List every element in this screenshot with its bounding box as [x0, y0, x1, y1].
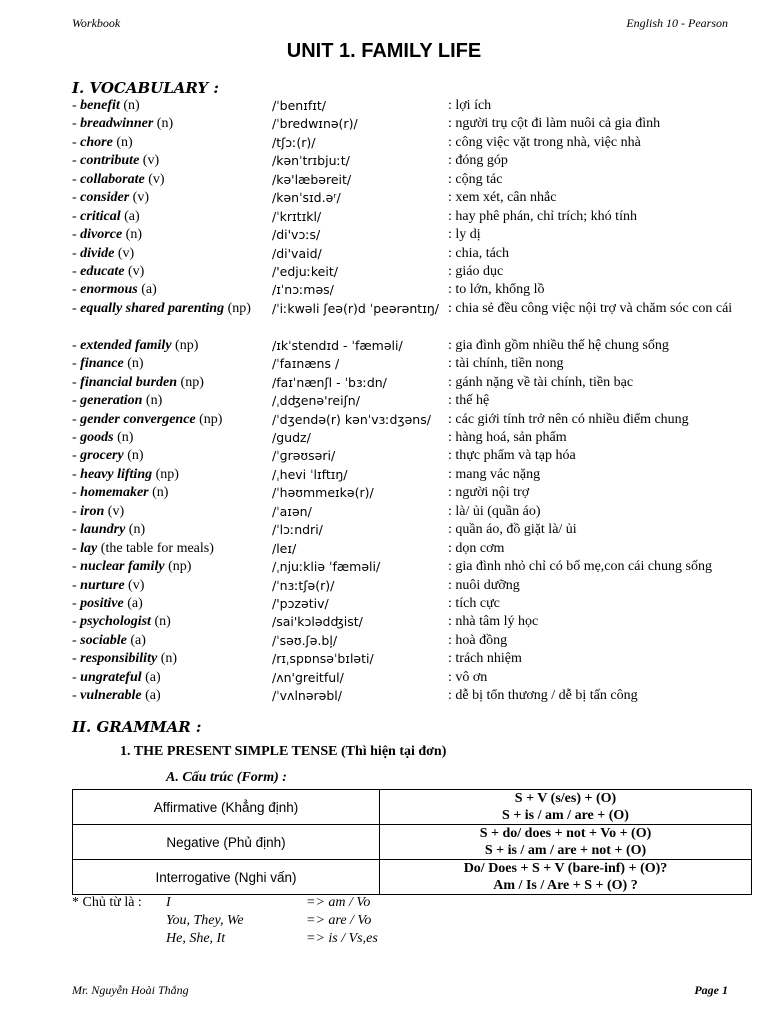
vocab-meaning: : ly dị — [448, 227, 481, 243]
grammar-subheading: 1. THE PRESENT SIMPLE TENSE (Thì hiện tại đơn) — [120, 744, 447, 759]
vocab-meaning: : các giới tính trở nên có nhiều điểm chung — [448, 411, 689, 427]
vocab-row — [72, 189, 752, 207]
vocab-row — [72, 558, 752, 576]
vocab-row — [72, 263, 752, 281]
vocab-ipa: /di'vaid/ — [272, 245, 322, 261]
vocab-term: - benefit (n) — [72, 98, 140, 113]
vocab-meaning: : người nội trợ — [448, 485, 530, 501]
vocab-row — [72, 171, 752, 189]
vocab-term: - homemaker (n) — [72, 485, 169, 501]
table-row — [73, 825, 752, 860]
vocab-row — [72, 245, 752, 263]
vocab-meaning: : gia đình gồm nhiều thế hệ chung sống — [448, 337, 669, 353]
list-item — [72, 894, 378, 912]
vocab-meaning: : hay phê phán, chỉ trích; khó tính — [448, 208, 637, 224]
vocab-row — [72, 281, 752, 299]
vocab-meaning: : to lớn, khổng lồ — [448, 282, 545, 298]
vocab-ipa: /ˈfaɪnæns / — [272, 356, 340, 372]
vocabulary-heading: I. VOCABULARY : — [72, 79, 219, 97]
vocab-row — [72, 337, 752, 355]
vocab-meaning: : xem xét, cân nhắc — [448, 190, 557, 206]
form-formula: Do/ Does + S + V (bare-inf) + (O)? Am / Is / Are + S + (O) ? — [380, 860, 752, 895]
vocab-row — [72, 208, 752, 226]
vocab-row — [72, 392, 752, 410]
vocab-ipa: /ˌnjuːkliə ˈfæməli/ — [272, 559, 381, 575]
vocab-ipa: /ˈiːkwəli ʃeə(r)d ˈpeərəntɪŋ/ — [272, 300, 439, 316]
vocab-ipa: /di'vɔːs/ — [272, 227, 321, 243]
vocab-row — [72, 577, 752, 595]
form-formula: S + do/ does + not + Vo + (O) S + is / am / are + not + (O) — [380, 825, 752, 860]
vocab-ipa: /ɪˈnɔːməs/ — [272, 282, 334, 298]
vocabulary-list — [72, 97, 752, 706]
vocab-ipa: /'pɔzətiv/ — [272, 595, 329, 611]
vocab-term: - lay (the table for meals) — [72, 540, 214, 556]
vocab-term: - laundry (n) — [72, 522, 146, 538]
vocab-term: - divide (v) — [72, 245, 135, 261]
vocab-term: - goods (n) — [72, 430, 134, 445]
vocab-meaning: : tài chính, tiền nong — [448, 356, 564, 372]
vocab-ipa: /tʃɔː(r)/ — [272, 134, 316, 150]
grammar-heading: II. GRAMMAR : — [72, 718, 202, 736]
vocab-ipa: /ʌn'greitful/ — [272, 669, 344, 685]
subject-rule: => is / Vs,es — [306, 931, 378, 946]
vocab-meaning: : dọn cơm — [448, 540, 505, 556]
vocab-ipa: /ˌhevi ˈlɪftɪŋ/ — [272, 466, 348, 482]
vocab-ipa: /kə'læbəreit/ — [272, 171, 352, 187]
vocab-meaning: : hoà đồng — [448, 632, 508, 648]
vocab-row — [72, 97, 752, 115]
vocab-term: - psychologist (n) — [72, 614, 171, 630]
vocab-ipa: /ˈsəʊ.ʃə.bļ/ — [272, 632, 338, 648]
table-row — [73, 790, 752, 825]
vocab-ipa: /ˈaɪən/ — [272, 503, 312, 519]
vocab-ipa: /kənˈtrɪbjuːt/ — [272, 153, 350, 169]
vocab-row — [72, 466, 752, 484]
vocab-meaning: : gánh nặng về tài chính, tiền bạc — [448, 374, 634, 390]
vocab-term: - enormous (a) — [72, 282, 157, 298]
vocab-row — [72, 374, 752, 392]
subject: You, They, We — [166, 913, 244, 928]
vocab-term: - sociable (a) — [72, 632, 146, 648]
table-row — [73, 860, 752, 895]
vocab-term: - vulnerable (a) — [72, 688, 161, 704]
vocab-row — [72, 521, 752, 539]
vocab-term: - breadwinner (n) — [72, 116, 174, 132]
vocab-row — [72, 300, 752, 337]
footer-author: Mr. Nguyễn Hoài Thắng — [72, 983, 189, 997]
vocab-row — [72, 669, 752, 687]
vocab-ipa: /kənˈsɪd.əʳ/ — [272, 190, 341, 206]
vocab-term: - nurture (v) — [72, 577, 145, 593]
vocab-term: - iron (v) — [72, 503, 125, 519]
vocab-term: - gender convergence (np) — [72, 411, 223, 427]
vocab-ipa: /ˌdʤenə'reiʃn/ — [272, 393, 360, 409]
vocab-row — [72, 687, 752, 705]
vocab-ipa: /ˈvʌlnərəbl/ — [272, 688, 342, 704]
vocab-ipa: /faɪˈnænʃl - ˈbɜːdn/ — [272, 374, 387, 390]
page-number: Page 1 — [694, 983, 728, 997]
vocab-row — [72, 226, 752, 244]
vocab-ipa: /ˈbenɪfɪt/ — [272, 98, 326, 113]
vocab-meaning: : hàng hoá, sản phẩm — [448, 430, 567, 445]
vocab-meaning: : chia, tách — [448, 245, 510, 261]
vocab-term: - responsibility (n) — [72, 651, 178, 667]
vocab-ipa: /sai'kɔlədʤist/ — [272, 614, 363, 630]
vocab-term: - extended family (np) — [72, 337, 199, 353]
vocab-meaning: : vô ơn — [448, 669, 488, 685]
vocab-ipa: /ɪkˈstendɪd - ˈfæməli/ — [272, 337, 403, 353]
vocab-term: - financial burden (np) — [72, 374, 204, 390]
header-right: English 10 - Pearson — [626, 16, 728, 30]
vocab-ipa: /ˈɡrəʊsəri/ — [272, 448, 336, 464]
subject: I — [166, 895, 171, 910]
vocab-row — [72, 595, 752, 613]
vocab-row — [72, 484, 752, 502]
vocab-term: - positive (a) — [72, 595, 143, 611]
vocab-row — [72, 411, 752, 429]
vocab-ipa: /'edjuːkeit/ — [272, 263, 338, 279]
vocab-meaning: : nuôi dưỡng — [448, 577, 520, 593]
vocab-ipa: /ˈkrɪtɪkl/ — [272, 208, 322, 224]
vocab-meaning: : mang vác nặng — [448, 466, 541, 482]
vocab-meaning: : quần áo, đồ giặt là/ ủi — [448, 522, 577, 538]
vocab-term: - critical (a) — [72, 208, 140, 224]
form-label: Negative (Phủ định) — [73, 825, 380, 860]
vocab-row — [72, 134, 752, 152]
vocab-meaning: : là/ ủi (quần áo) — [448, 503, 541, 519]
vocab-row — [72, 429, 752, 447]
vocab-term: - generation (n) — [72, 393, 163, 409]
vocab-term: - collaborate (v) — [72, 171, 165, 187]
vocab-row — [72, 115, 752, 133]
vocab-term: - contribute (v) — [72, 153, 160, 169]
vocab-meaning: : nhà tâm lý học — [448, 614, 539, 630]
form-label: Interrogative (Nghi vấn) — [73, 860, 380, 895]
vocab-row — [72, 650, 752, 668]
vocab-meaning: : lợi ích — [448, 98, 492, 113]
vocab-meaning: : đóng góp — [448, 153, 508, 169]
subject-rule: => are / Vo — [306, 913, 372, 928]
list-item — [72, 930, 378, 948]
vocab-meaning: : chia sẻ đều công việc nội trợ và chăm sóc con cái — [448, 300, 733, 316]
vocab-term: - educate (v) — [72, 263, 145, 279]
list-item — [72, 912, 378, 930]
vocab-row — [72, 503, 752, 521]
vocab-meaning: : người trụ cột đi làm nuôi cả gia đình — [448, 116, 661, 132]
header-left: Workbook — [72, 16, 121, 30]
vocab-meaning: : công việc vặt trong nhà, việc nhà — [448, 134, 641, 150]
vocab-term: - grocery (n) — [72, 448, 144, 464]
vocab-row — [72, 447, 752, 465]
vocab-ipa: /rɪˌspɒnsəˈbɪləti/ — [272, 651, 374, 667]
subject-rules — [72, 894, 378, 948]
subjects-label: * Chủ từ là : — [72, 895, 142, 910]
vocab-meaning: : thực phẩm và tạp hóa — [448, 448, 576, 464]
form-formula: S + V (s/es) + (O) S + is / am / are + (O) — [380, 790, 752, 825]
vocab-ipa: /ˈnɜːtʃə(r)/ — [272, 577, 335, 593]
vocab-ipa: /ˈlɔːndri/ — [272, 522, 323, 538]
vocab-term: - consider (v) — [72, 190, 149, 206]
vocab-row — [72, 152, 752, 170]
vocab-ipa: /ˈbredwɪnə(r)/ — [272, 116, 358, 132]
form-table — [72, 789, 752, 895]
vocab-term: - nuclear family (np) — [72, 559, 192, 575]
page-title: UNIT 1. FAMILY LIFE — [286, 40, 482, 62]
vocab-row — [72, 540, 752, 558]
vocab-meaning: : tích cực — [448, 595, 500, 611]
vocab-meaning: : giáo dục — [448, 263, 504, 279]
vocab-row — [72, 613, 752, 631]
vocab-term: - ungrateful (a) — [72, 669, 161, 685]
vocab-ipa: /ˈdʒendə(r) kənˈvɜːdʒəns/ — [272, 411, 431, 427]
form-subheading: A. Cấu trúc (Form) : — [166, 770, 287, 785]
vocab-ipa: /ˈhəʊmmeɪkə(r)/ — [272, 485, 374, 501]
vocab-term: - divorce (n) — [72, 227, 142, 243]
vocab-meaning: : thế hệ — [448, 393, 490, 409]
subject-rule: => am / Vo — [306, 895, 371, 910]
vocab-term: - equally shared parenting (np) — [72, 300, 251, 316]
subject: He, She, It — [166, 931, 226, 946]
vocab-row — [72, 632, 752, 650]
vocab-meaning: : cộng tác — [448, 171, 503, 187]
form-label: Affirmative (Khẳng định) — [73, 790, 380, 825]
vocab-meaning: : gia đình nhỏ chỉ có bố mẹ,con cái chung sống — [448, 559, 712, 575]
vocab-term: - heavy lifting (np) — [72, 466, 179, 482]
vocab-term: - finance (n) — [72, 356, 144, 372]
vocab-ipa: /gudz/ — [272, 430, 311, 445]
vocab-meaning: : trách nhiệm — [448, 651, 522, 667]
vocab-row — [72, 355, 752, 373]
vocab-term: - chore (n) — [72, 134, 133, 150]
vocab-ipa: /leɪ/ — [272, 540, 297, 556]
vocab-meaning: : dễ bị tổn thương / dễ bị tấn công — [448, 688, 638, 704]
